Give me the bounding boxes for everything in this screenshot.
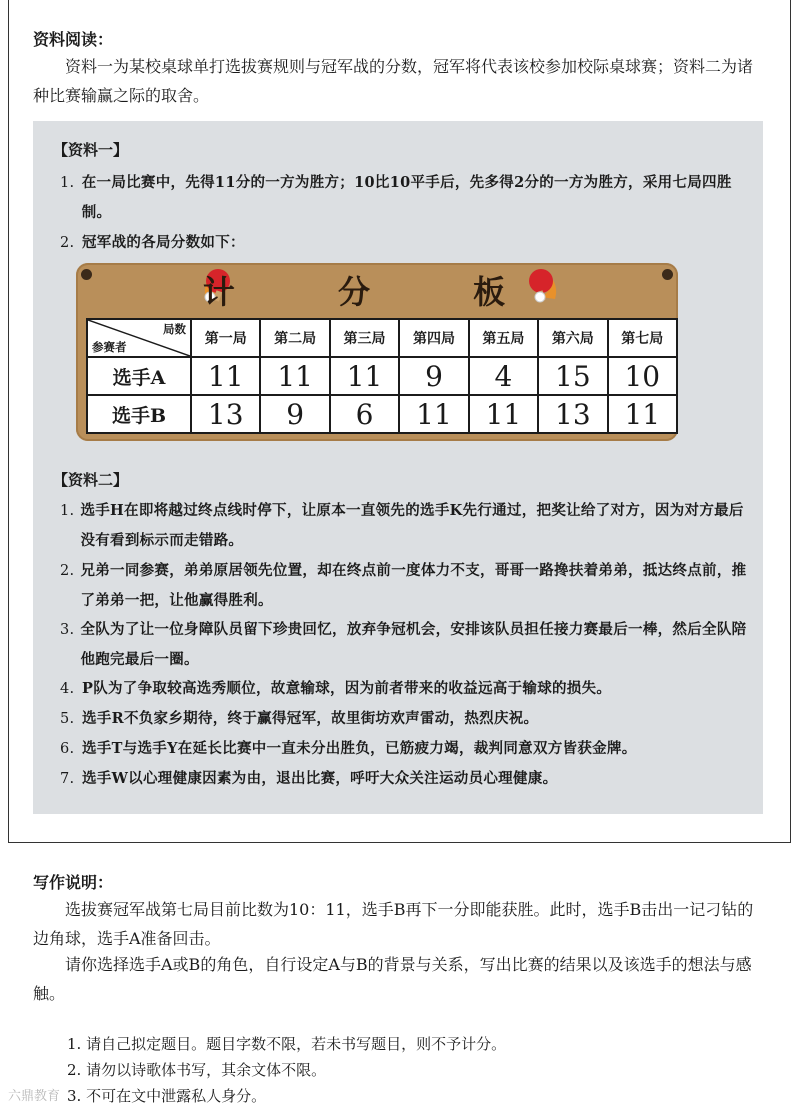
score-cell: 11 [608,395,677,433]
material2-heading: 【资料二】 [53,471,129,489]
list-item: 3. 全队为了让一位身障队员留下珍贵回忆，放弃争冠机会，安排该队员担任接力赛最后一棒，然后全队陪他跑完最后一圈。 [60,621,747,668]
score-cell: 9 [399,357,468,395]
score-table-header [87,319,677,357]
material1-item-1: 1. 在一局比赛中，先得11分的一方为胜方；10比10平手后，先多得2分的一方为胜方，采用七局四胜制。 [60,174,732,221]
score-cell: 11 [399,395,468,433]
column-header: 第七局 [608,319,677,357]
column-header: 第六局 [538,319,607,357]
score-cell: 13 [538,395,607,433]
corner-cell [87,319,191,357]
list-item: 7. 选手W以心理健康因素为由，退出比赛，呼吁大众关注运动员心理健康。 [60,770,558,787]
writing-para-1: 选拔赛冠军战第七局目前比数为10：11，选手B再下一分即能获胜。此时，选手B击出一记刁钻的边角球，选手A准备回击。 [33,900,754,948]
column-header: 第二局 [260,319,329,357]
reading-intro: 资料一为某校桌球单打选拔赛规则与冠军战的分数，冠军将代表该校参加校际桌球赛；资料二为诸种比赛输赢之际的取舍。 [33,57,754,105]
score-cell: 11 [260,357,329,395]
list-item: 6. 选手T与选手Y在延长比赛中一直未分出胜负，已筋疲力竭，裁判同意双方皆获金牌。 [60,740,637,757]
materials-box [33,121,763,814]
score-cell: 10 [608,357,677,395]
table-row [87,357,677,395]
score-cell: 9 [260,395,329,433]
column-header: 第四局 [399,319,468,357]
score-cell: 11 [330,357,399,395]
column-header: 第一局 [191,319,260,357]
score-table [86,318,678,434]
reading-heading: 资料阅读： [33,30,114,49]
writing-para-2: 请你选择选手A或B的角色，自行设定A与B的背景与关系，写出比赛的结果以及该选手的想法与感触。 [33,955,752,1003]
score-cell: 11 [191,357,260,395]
scoreboard [76,263,678,441]
score-cell: 4 [469,357,538,395]
list-item: 5. 选手R不负家乡期待，终于赢得冠军，故里街坊欢声雷动，热烈庆祝。 [60,710,539,727]
scoreboard-title: 计 分 板 [202,273,552,311]
material1-heading: 【资料一】 [53,141,129,159]
writing-note-2: 2. 请勿以诗歌体书写，其余文体不限。 [67,1061,327,1079]
list-item: 2. 兄弟一同参赛，弟弟原居领先位置，却在终点前一度体力不支，哥哥一路搀扶着弟弟，抵达终点前，推了弟弟一把，让他赢得胜利。 [60,562,747,609]
corner-top-label: 局数 [163,322,186,336]
score-cell: 11 [469,395,538,433]
table-row [87,395,677,433]
list-item: 4. P队为了争取较高选秀顺位，故意输球，因为前者带来的收益远高于输球的损失。 [60,680,612,697]
player-label: 选手B [87,395,191,433]
score-cell: 13 [191,395,260,433]
watermark: 六鼎教育 [8,1089,61,1104]
writing-heading: 写作说明： [33,873,114,892]
column-header: 第三局 [330,319,399,357]
score-cell: 15 [538,357,607,395]
column-header: 第五局 [469,319,538,357]
list-item: 1. 选手H在即将越过终点线时停下，让原本一直领先的选手K先行通过，把奖让给了对方，因为对方最后没有看到标示而走错路。 [60,502,744,549]
player-label: 选手A [87,357,191,395]
score-cell: 6 [330,395,399,433]
writing-note-1: 1. 请自己拟定题目。题目字数不限，若未书写题目，则不予计分。 [67,1035,507,1053]
corner-bottom-label: 参赛者 [92,340,127,354]
writing-note-3: 3. 不可在文中泄露私人身分。 [67,1087,267,1105]
material1-item-2: 2. 冠军战的各局分数如下： [60,234,245,251]
